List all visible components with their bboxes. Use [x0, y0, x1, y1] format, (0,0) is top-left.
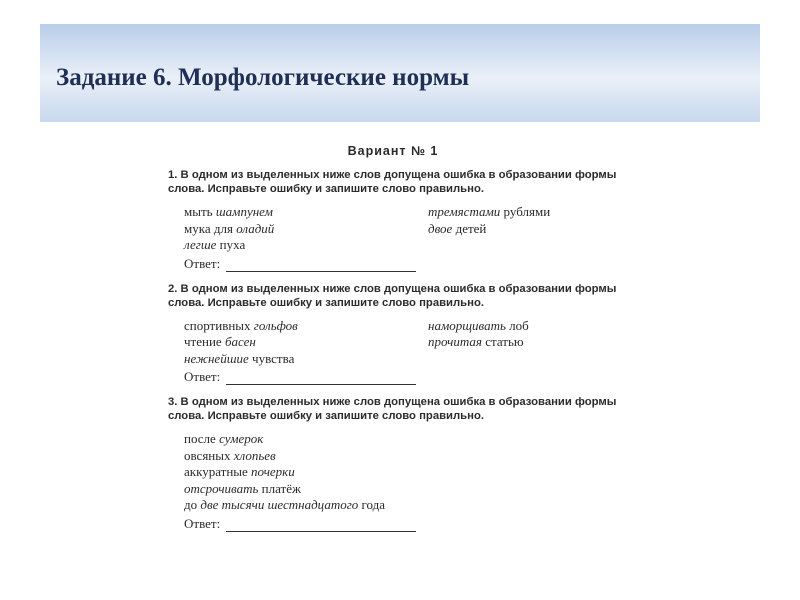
word-option: легше пуха: [184, 237, 246, 252]
task-instruction: 3. В одном из выделенных ниже слов допущена ошибка в образовании формы слова. Исправьте ошибку и запишите слово правильно.: [168, 396, 617, 422]
word-option: овсяных хлопьев: [184, 447, 276, 463]
word-options: [168, 204, 618, 254]
slide-title: Задание 6. Морфологические нормы: [56, 64, 470, 91]
answer-line[interactable]: [226, 375, 416, 385]
word-option: чтение басен: [184, 334, 256, 349]
task-1: [168, 168, 618, 272]
word-option: отсрочивать платёж: [184, 480, 301, 496]
word-option: после сумерок: [184, 431, 264, 446]
answer-label: Ответ:: [184, 369, 221, 384]
variant-heading: Вариант № 1: [347, 144, 439, 158]
title-banner: [40, 24, 760, 122]
word-option: мыть шампунем: [184, 204, 273, 219]
word-option: аккуратные почерки: [184, 464, 295, 479]
task-2: [168, 282, 618, 386]
task-instruction: 2. В одном из выделенных ниже слов допущена ошибка в образовании формы слова. Исправьте ошибку и запишите слово правильно.: [168, 282, 617, 309]
answer-field[interactable]: [168, 256, 618, 272]
word-option: нежнейшие чувства: [184, 350, 295, 366]
word-option: спортивных гольфов: [184, 317, 298, 333]
word-option: до две тысячи шестнадцатого года: [184, 497, 386, 512]
task-instruction: 1. В одном из выделенных ниже слов допущена ошибка в образовании формы слова. Исправьте ошибку и запишите слово правильно.: [168, 169, 617, 195]
word-options: [168, 318, 618, 368]
answer-field[interactable]: [168, 516, 618, 532]
word-option: двое детей: [428, 220, 487, 236]
answer-label: Ответ:: [184, 255, 221, 271]
word-option: тремястами рублями: [428, 204, 551, 219]
task-3: [168, 395, 618, 532]
word-option: наморщивать лоб: [428, 317, 529, 333]
word-options: [168, 431, 618, 514]
answer-label: Ответ:: [184, 515, 221, 531]
exercise-document: [168, 138, 618, 558]
word-option: прочитая статью: [428, 334, 524, 349]
word-option: мука для оладий: [184, 220, 275, 236]
answer-field[interactable]: [168, 369, 618, 385]
answer-line[interactable]: [226, 262, 416, 272]
answer-line[interactable]: [226, 522, 416, 532]
